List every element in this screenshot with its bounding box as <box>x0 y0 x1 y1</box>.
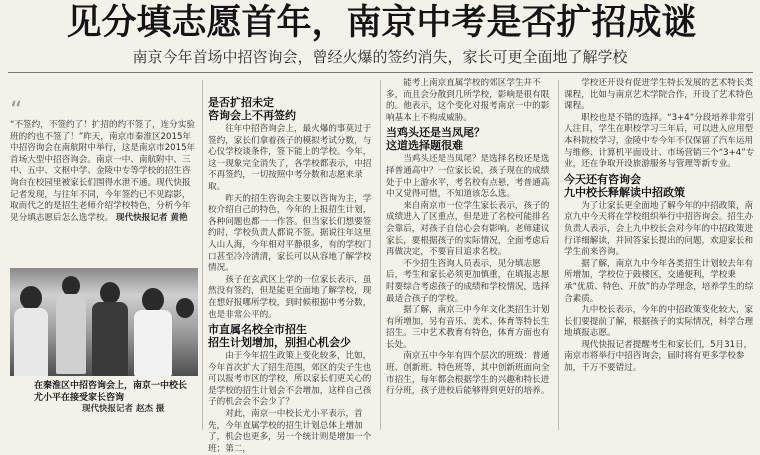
paragraph: 为了让家长更全面地了解今年的中招政策，南京九中今天将在学校组织举行中招咨询会。招生办负责人表示，会上九中校长会对今年的中招政策进行详细解读，并回答家长提出的问题，欢迎家长和学生前来咨询。 <box>564 200 754 258</box>
lead-paragraph <box>10 120 198 224</box>
photo-credit: 现代快报记者 赵杰 摄 <box>82 404 165 414</box>
paragraph: 昨天的招生咨询会主要以咨询为主，学校介绍自己的特色，今年的上报招生计划，各种问题也都一一作答。但当家长们想要签约时，学校负责人都说不签。据说往年这里人山人海，今年相对平静很多，有的学校门口甚至冷冷清清，家长可以从容地了解学校情况。 <box>208 193 372 274</box>
paragraph: 现代快报记者提醒考生和家长们，5月31日，南京市将举行中招咨询会，届时将有更多学校参加，千万不要错过。 <box>564 339 753 374</box>
paragraph: 来自南京市一位学生家长表示，孩子的成绩进入了区重点，但是进了名校可能排名会靠后，对孩子自信心会有影响。老师建议家长，要根据孩子的实际情况，全面考虑后再做决定，不要盲目追求名校。 <box>386 200 550 258</box>
paragraph: 能考上南京直属学校的郊区学生并不多，而且会分散到几所学校，影响是很有限的。他表示，这个变化对报考南京一中的影响基本上不构成威胁。 <box>386 78 550 123</box>
paragraph: 当鸡头还是当凤尾？是选择名校还是选择普通高中？一位家长说，孩子现在的成绩处于中上游水平，考名校有点悬，考普通高中又觉得可惜，不知道该怎么选。 <box>386 154 550 200</box>
person-head-icon <box>142 288 164 312</box>
paragraph: 据了解，南京九中今年各类招生计划较去年有所增加，学校位于鼓楼区，交通便利，学校秉承“优质、特色、开放”的办学理念，培养学生的综合素质。 <box>564 258 754 304</box>
news-photo <box>10 268 198 376</box>
person-body-icon <box>14 308 48 376</box>
subheadline: 南京今年首场中招咨询会，曾经火爆的签约消失，家长可更全面地了解学校 <box>132 48 628 66</box>
headline: 见分填志愿首年，南京中考是否扩招成谜 <box>66 3 697 43</box>
paragraph: 往年中招咨询会上，最火爆的事莫过于签约，家长们拿着孩子的模拟考试分数，与心仪学校谈条件，签下能上的学校。今年，这一现象完全消失了，各学校都表示，中招不再签约，一切按照中考分数和志愿来录取。 <box>208 124 372 192</box>
quote-mark-icon: “ <box>10 100 23 124</box>
paragraph: 学校还开设有促进学生特长发展的艺术特长类课程，比如与南京艺术学院合作，开设了艺术特色课程。 <box>564 78 754 112</box>
column-divider <box>202 80 203 430</box>
person-body-icon <box>134 310 172 376</box>
person-body-icon <box>92 302 128 376</box>
person-head-icon <box>20 286 42 310</box>
paragraph: 不少招生咨询人员表示，见分填志愿后，考生和家长必须更加慎重，在填报志愿时要综合考虑孩子的成绩和学校情况，选择最适合孩子的学校。 <box>386 258 550 304</box>
person-head-icon <box>100 282 120 304</box>
section-heading: 今天还有咨询会 九中校长释解读中招政策 <box>564 172 685 199</box>
paragraph: 孩子在玄武区上学的一位家长表示，虽然没有签约，但是能更全面地了解学校，现在想好报哪所学校，到时候根据中考分数，也是非常公平的。 <box>208 274 372 320</box>
column-3 <box>386 78 554 398</box>
person-body-icon <box>56 294 86 374</box>
paragraph: 九中校长表示，今年的中招政策变化较大，家长们要提前了解，根据孩子的实际情况，科学合理地填报志愿。 <box>564 305 754 339</box>
section-heading: 是否扩招未定 咨询会上不再签约 <box>208 96 296 122</box>
section-heading: 市直属名校全市招生 招生计划增加，别担心机会少 <box>208 323 351 350</box>
photo-caption: 在秦淮区中招咨询会上，南京一中校长尤小平在接受家长咨询 <box>34 381 188 403</box>
lead-text: “不签约，不签约了！扩招的约不签了，连分实验班的约也不签了！”昨天，南京市秦淮区2015年中招咨询会在南航附中举行，这是南京市2015年首场大型中招咨询会。南京一中、南航附中、三中、五中、文枢中学、金陵中专等学校的招生咨询台在校园里被家长们围得水泄不通。现代快报记者发现，与往年不同，今年签约已不见踪影，取而代之的是招生老师介绍学校特色，分析今年见分填志愿后怎么选学校。 <box>10 120 196 223</box>
paragraph: 职校也是不错的选择。“3+4”分段培养非常引人注目，学生在职校学习三年后，可以进入应用型本科院校学习，金陵中专今年不仅保留了汽车运用与维修、计算机平面设计、市场营销三个“3+4”专业，还在争取开设旅游服务与管理等新专业。 <box>564 112 755 170</box>
section-heading: 当鸡头还是当凤尾？ 这道选择题很难 <box>386 126 485 153</box>
person-head-icon <box>176 298 194 318</box>
paragraph: 南京五中今年有四个层次的班级：普通班、创新班、特色班等，其中创新班面向全市招生，每年都会根据学生的兴趣和特长进行分班，孩子进校后能够得到更好的培养。 <box>386 351 550 397</box>
column-4 <box>564 78 756 375</box>
paragraph: 对此，南京一中校长尤小平表示，首先，今年直属学校的招生计划总体上增加了，机会也更多，另一个统计则是增加一个班；第二， <box>208 409 372 454</box>
header-rule <box>8 72 753 73</box>
column-2 <box>208 94 374 455</box>
paragraph: 由于今年招生政策上变化较多，比如，今年首次扩大了招生范围，郊区的尖子生也可以报考市区的学校，所以家长们更关心的是学校的招生计划会不会增加，这样自己孩子的机会会不会少了？ <box>208 351 372 408</box>
column-divider <box>558 80 559 430</box>
reporter-credit: 现代快报记者 黄艳 <box>115 212 188 223</box>
column-divider <box>380 80 381 430</box>
person-head-icon <box>62 276 80 296</box>
paragraph: 据了解，南京三中今年文化类招生计划有所增加，另有音乐、美术、体育等特长生招生。三中艺术教育有特色，体育方面也有长处。 <box>386 305 550 350</box>
lead-column <box>10 100 198 224</box>
